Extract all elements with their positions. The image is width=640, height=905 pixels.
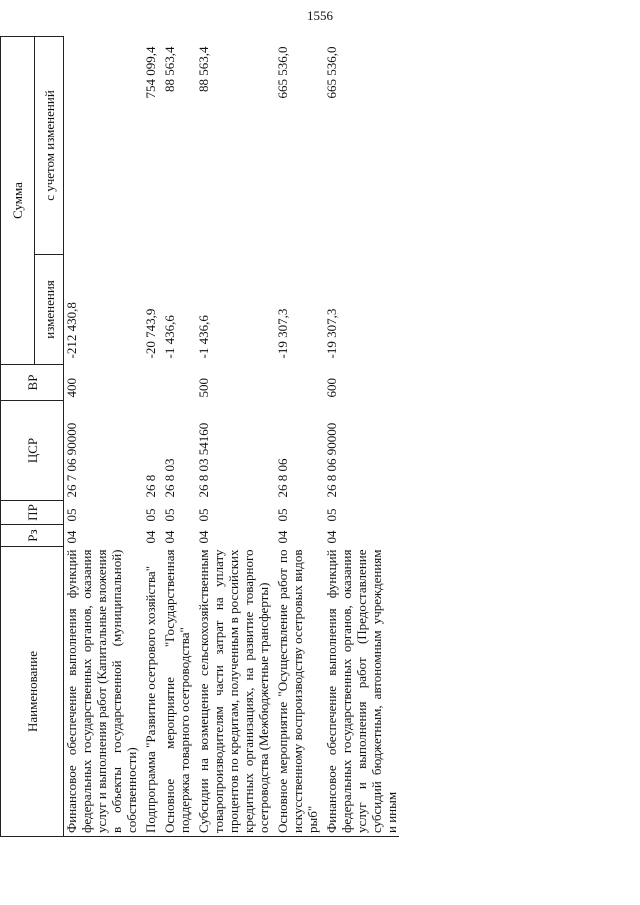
header-changes: изменения — [35, 255, 64, 365]
row-rz: 04 — [196, 530, 211, 544]
row-rz: 04 — [64, 530, 79, 544]
row-pr: 05 — [196, 508, 211, 522]
table-header — [1, 37, 64, 837]
row-name: Подпрограмма "Развитие осетрового хозяйства" — [143, 565, 158, 833]
row-name: Субсидии на возмещение сельскохозяйственным товаропроизводителям части затрат на уплату процентов по кредитам, полученным в российских кредитных организациях, на развитие товарного осетроводства (Межбюджетные трансферты) — [196, 549, 271, 833]
row-vr — [275, 365, 320, 401]
row-csr: 26 8 03 54160 — [196, 422, 211, 498]
row-name: Основное мероприятие "Осуществление работ по искусственному воспроизводству осетровых видов рыб" — [275, 549, 320, 833]
header-vr: ВР — [1, 365, 64, 401]
row-total: 88 563,4 — [162, 46, 177, 92]
row-name: Финансовое обеспечение выполнения функций федеральных государственных органов, оказания услуг и выполнения работ (Предоставление субсидий бюджетным, автономным учреждениям и иным — [324, 549, 399, 833]
header-total: с учетом изменений — [35, 37, 64, 255]
row-total: 665 536,0 — [275, 46, 290, 99]
rotated-table-area — [0, 37, 525, 837]
row-rz: 04 — [162, 530, 177, 544]
table-row — [143, 37, 158, 837]
table-row — [275, 37, 320, 837]
row-changes: -19 307,3 — [275, 308, 290, 359]
row-csr: 26 8 03 — [162, 458, 177, 498]
row-pr: 05 — [143, 508, 158, 522]
page-number: 1556 — [307, 8, 333, 23]
row-total — [64, 37, 140, 255]
header-name: Наименование — [1, 547, 64, 837]
row-rz: 04 — [275, 530, 290, 544]
row-vr: 400 — [64, 378, 79, 398]
row-changes: -19 307,3 — [324, 308, 339, 359]
row-pr: 05 — [275, 508, 290, 522]
row-pr: 05 — [64, 508, 79, 522]
row-total: 754 099,4 — [143, 46, 158, 99]
row-changes: -1 436,6 — [196, 315, 211, 359]
row-rz: 04 — [324, 530, 339, 544]
row-vr: 500 — [196, 378, 211, 398]
table-row — [64, 37, 140, 837]
header-rz: Рз — [1, 525, 64, 547]
row-total: 665 536,0 — [324, 46, 339, 99]
table-row — [162, 37, 192, 837]
table-row — [324, 37, 399, 837]
row-changes: -20 743,9 — [143, 308, 158, 359]
header-sum: Сумма — [1, 37, 35, 365]
row-csr: 26 8 06 — [275, 458, 290, 498]
row-name: Финансовое обеспечение выполнения функций федеральных государственных органов, оказания услуг и выполнения работ (Капитальные вложения в объекты государственной (муниципальной) собственности) — [64, 549, 139, 833]
row-csr: 26 8 — [143, 474, 158, 498]
header-csr: ЦСР — [1, 401, 64, 501]
header-pr: ПР — [1, 501, 64, 525]
row-vr: 600 — [324, 378, 339, 398]
table-body — [64, 37, 400, 837]
row-vr — [162, 365, 192, 401]
row-changes: -1 436,6 — [162, 315, 177, 359]
row-pr: 05 — [162, 508, 177, 522]
row-pr: 05 — [324, 508, 339, 522]
row-csr: 26 7 06 90000 — [64, 422, 79, 498]
table-row — [196, 37, 271, 837]
row-vr — [143, 365, 158, 401]
row-changes: -212 430,8 — [64, 302, 79, 359]
row-csr: 26 8 06 90000 — [324, 422, 339, 498]
row-name: Основное мероприятие "Государственная поддержка товарного осетроводства" — [162, 549, 192, 833]
budget-table — [0, 36, 399, 837]
row-total: 88 563,4 — [196, 46, 211, 92]
row-rz: 04 — [143, 530, 158, 544]
